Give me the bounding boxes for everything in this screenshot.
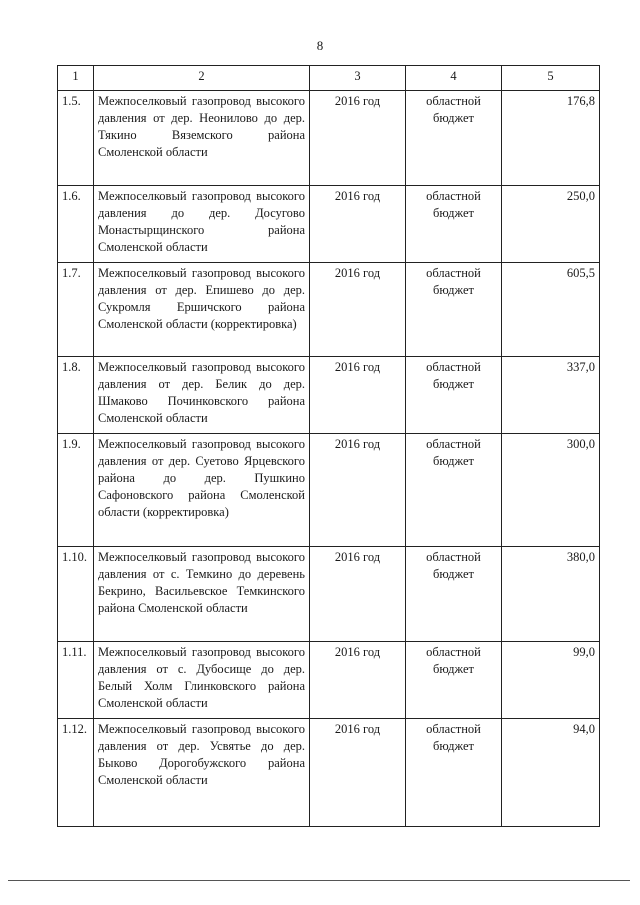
amount-cell: 380,0 — [502, 547, 600, 642]
object-description: Межпоселковый газопровод высокого давления от дер. Суетово Ярцевского района до дер. Пушкино Сафоновского района Смоленской области (корректировка) — [94, 434, 310, 547]
amount-cell: 337,0 — [502, 357, 600, 434]
page-number: 8 — [316, 38, 324, 53]
column-header: 2 — [94, 66, 310, 91]
object-description: Межпоселковый газопровод высокого давления от дер. Неонилово до дер. Тякино Вяземского района Смоленской области — [94, 91, 310, 186]
table-row — [58, 434, 600, 547]
row-number: 1.11. — [58, 642, 94, 719]
table-row — [58, 263, 600, 357]
table-row — [58, 186, 600, 263]
amount-cell: 250,0 — [502, 186, 600, 263]
funding-source-cell: областной бюджет — [406, 186, 502, 263]
row-number: 1.5. — [58, 91, 94, 186]
year-cell: 2016 год — [310, 186, 406, 263]
object-description: Межпоселковый газопровод высокого давления от с. Дубосище до дер. Белый Холм Глинковского района Смоленской области — [94, 642, 310, 719]
table-row — [58, 357, 600, 434]
funding-source-cell: областной бюджет — [406, 434, 502, 547]
year-cell: 2016 год — [310, 547, 406, 642]
year-cell: 2016 год — [310, 434, 406, 547]
amount-cell: 300,0 — [502, 434, 600, 547]
table-row — [58, 642, 600, 719]
table-row — [58, 719, 600, 827]
column-header: 5 — [502, 66, 600, 91]
bottom-divider — [8, 880, 630, 881]
year-cell: 2016 год — [310, 719, 406, 827]
year-cell: 2016 год — [310, 642, 406, 719]
funding-source-cell: областной бюджет — [406, 547, 502, 642]
amount-cell: 99,0 — [502, 642, 600, 719]
gas-pipeline-table — [57, 65, 600, 827]
row-number: 1.8. — [58, 357, 94, 434]
object-description: Межпоселковый газопровод высокого давления от дер. Усвятье до дер. Быково Дорогобужского района Смоленской области — [94, 719, 310, 827]
object-description: Межпоселковый газопровод высокого давления от с. Темкино до деревень Бекрино, Васильевское Темкинского района Смоленской области — [94, 547, 310, 642]
object-description: Межпоселковый газопровод высокого давления до дер. Досугово Монастырщинского района Смоленской области — [94, 186, 310, 263]
funding-source-cell: областной бюджет — [406, 263, 502, 357]
amount-cell: 94,0 — [502, 719, 600, 827]
table-row — [58, 91, 600, 186]
row-number: 1.6. — [58, 186, 94, 263]
column-header: 3 — [310, 66, 406, 91]
funding-source-cell: областной бюджет — [406, 642, 502, 719]
year-cell: 2016 год — [310, 263, 406, 357]
amount-cell: 605,5 — [502, 263, 600, 357]
funding-source-cell: областной бюджет — [406, 91, 502, 186]
row-number: 1.10. — [58, 547, 94, 642]
funding-source-cell: областной бюджет — [406, 357, 502, 434]
column-header: 4 — [406, 66, 502, 91]
funding-source-cell: областной бюджет — [406, 719, 502, 827]
row-number: 1.9. — [58, 434, 94, 547]
row-number: 1.12. — [58, 719, 94, 827]
year-cell: 2016 год — [310, 357, 406, 434]
year-cell: 2016 год — [310, 91, 406, 186]
table-row — [58, 547, 600, 642]
row-number: 1.7. — [58, 263, 94, 357]
column-header: 1 — [58, 66, 94, 91]
object-description: Межпоселковый газопровод высокого давления от дер. Епишево до дер. Сукромля Ершичского района Смоленской области (корректировка) — [94, 263, 310, 357]
amount-cell: 176,8 — [502, 91, 600, 186]
object-description: Межпоселковый газопровод высокого давления от дер. Белик до дер. Шмаково Починковского района Смоленской области — [94, 357, 310, 434]
table-header-row — [58, 66, 600, 91]
